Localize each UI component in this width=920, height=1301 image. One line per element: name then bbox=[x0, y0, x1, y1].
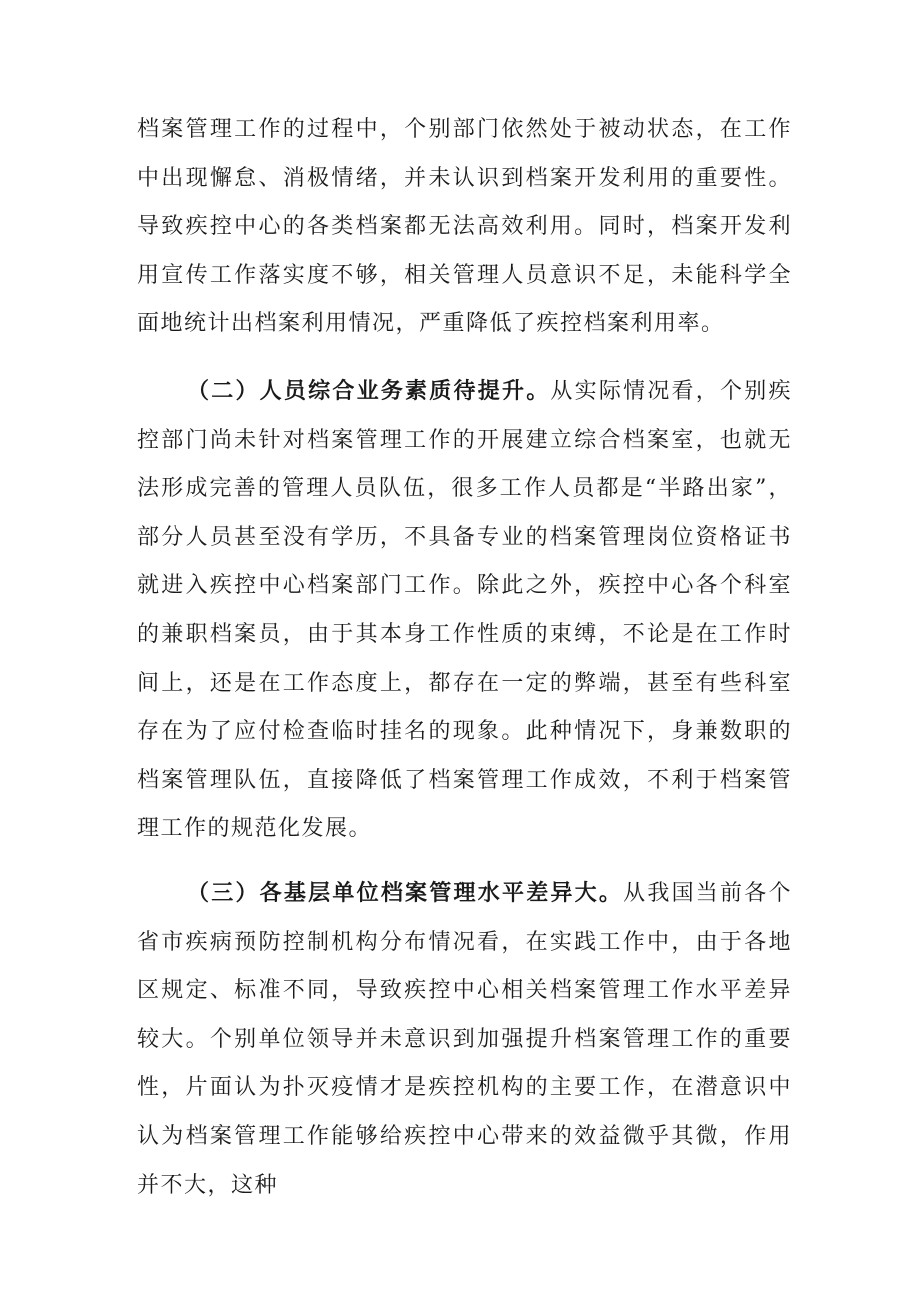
paragraph-text: 档案管理工作的过程中，个别部门依然处于被动状态，在工作中出现懈怠、消极情绪，并未认识到档案开发利用的重要性。导致疾控中心的各类档案都无法高效利用。同时，档案开发利用宣传工作落实度不够，相关管理人员意识不足，未能科学全面地统计出档案利用情况，严重降低了疾控档案利用率。 bbox=[137, 117, 792, 337]
paragraph-section-2 bbox=[137, 367, 792, 854]
paragraph-continuation bbox=[137, 106, 792, 349]
paragraph-text: 从我国当前各个省市疾病预防控制机构分布情况看，在实践工作中，由于各地区规定、标准不同，导致疾控中心相关档案管理工作水平差异较大。个别单位领导并未意识到加强提升档案管理工作的重要性，片面认为扑灭疫情才是疾控机构的主要工作，在潜意识中认为档案管理工作能够给疾控中心带来的效益微乎其微，作用并不大，这种 bbox=[137, 881, 792, 1198]
section-heading: （二）人员综合业务素质待提升。 bbox=[187, 378, 551, 404]
section-heading: （三）各基层单位档案管理水平差异大。 bbox=[187, 880, 624, 906]
paragraph-text: 从实际情况看，个别疾控部门尚未针对档案管理工作的开展建立综合档案室，也就无法形成完善的管理人员队伍，很多工作人员都是“半路出家”，部分人员甚至没有学历，不具备专业的档案管理岗位资格证书就进入疾控中心档案部门工作。除此之外，疾控中心各个科室的兼职档案员，由于其本身工作性质的束缚，不论是在工作时间上，还是在工作态度上，都存在一定的弊端，甚至有些科室存在为了应付检查临时挂名的现象。此种情况下，身兼数职的档案管理队伍，直接降低了档案管理工作成效，不利于档案管理工作的规范化发展。 bbox=[137, 379, 792, 842]
paragraph-section-3 bbox=[137, 869, 792, 1210]
